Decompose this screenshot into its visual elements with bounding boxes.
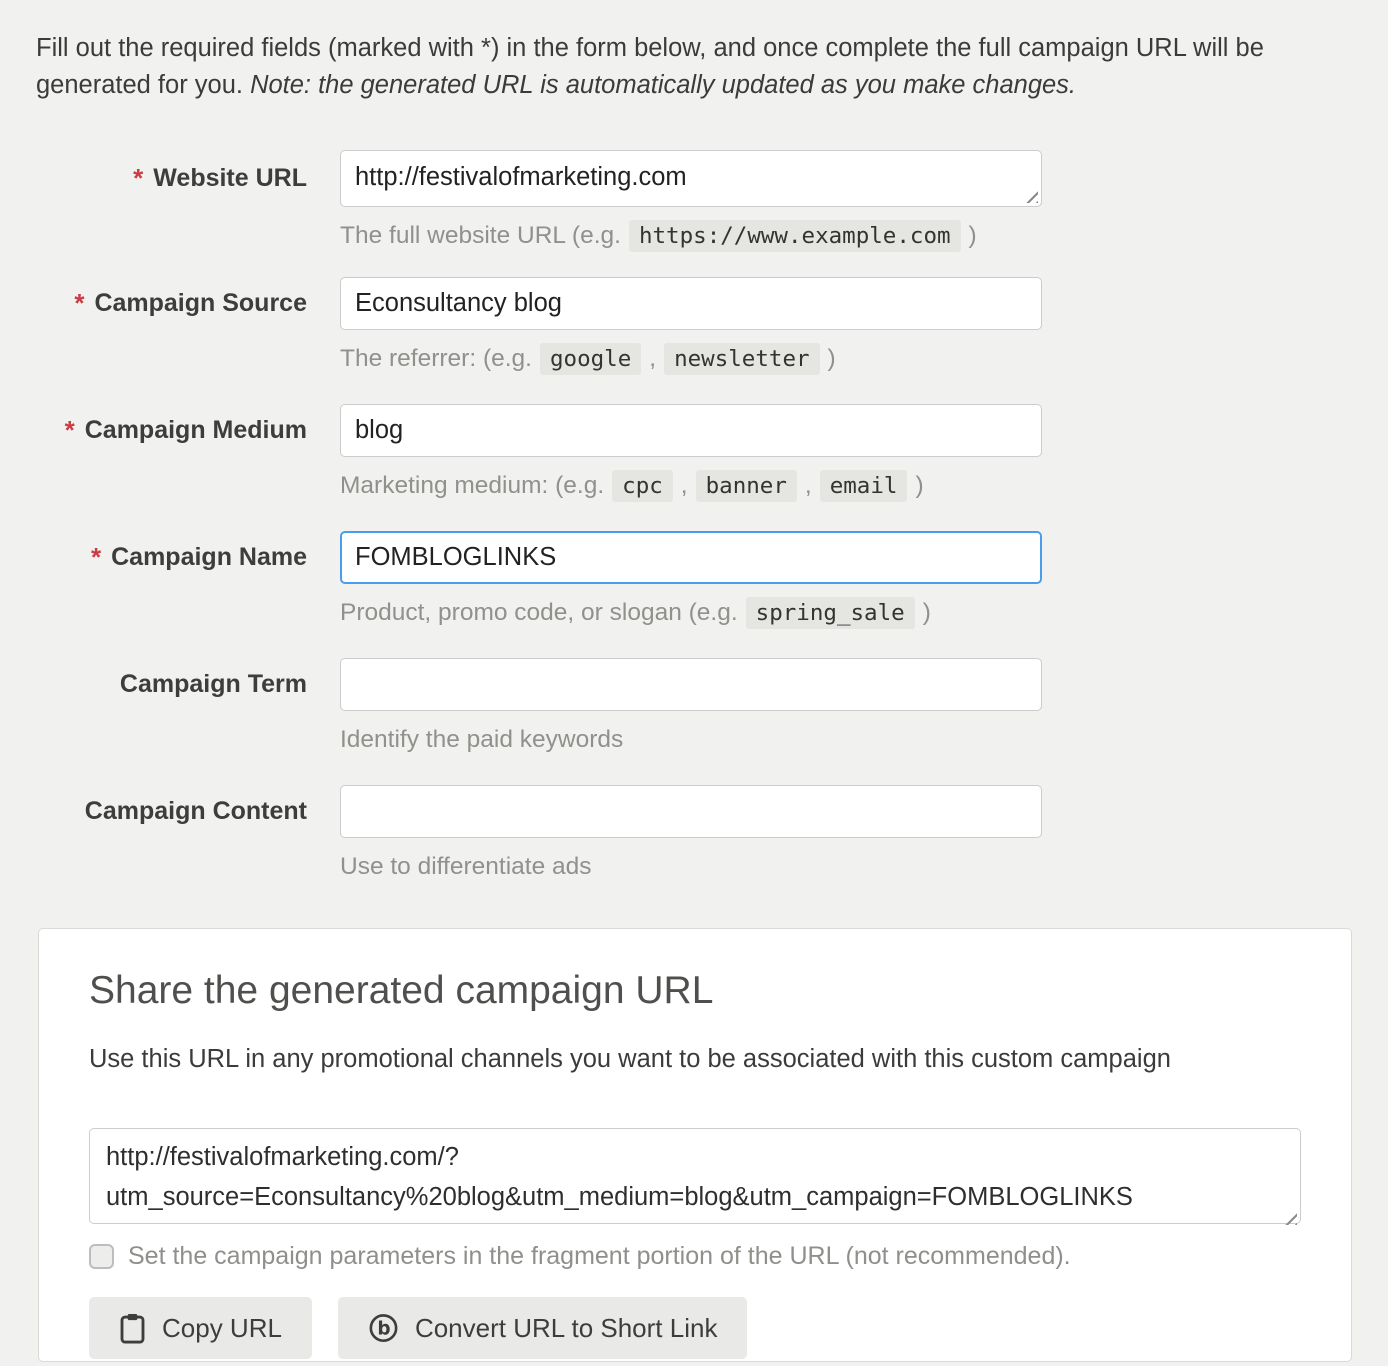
bitly-icon bbox=[368, 1313, 399, 1344]
campaign-medium-help bbox=[340, 471, 1042, 501]
campaign-medium-input-cell bbox=[340, 404, 1042, 501]
campaign-term-label: Campaign Term bbox=[119, 670, 307, 698]
copy-url-label: Copy URL bbox=[162, 1312, 282, 1343]
campaign-source-help bbox=[340, 344, 1042, 374]
campaign-medium-row bbox=[0, 404, 1388, 501]
convert-short-link-label: Convert URL to Short Link bbox=[414, 1312, 718, 1343]
website-url-label: Website URL bbox=[153, 164, 307, 192]
fragment-option-row bbox=[89, 1241, 1301, 1271]
website-url-input-cell bbox=[340, 150, 1042, 251]
campaign-medium-label-cell bbox=[0, 404, 307, 457]
campaign-content-input[interactable] bbox=[340, 785, 1042, 838]
help-text: The referrer: (e.g. bbox=[340, 345, 532, 372]
campaign-content-row bbox=[0, 785, 1388, 882]
website-url-textarea-wrap bbox=[340, 150, 1042, 207]
campaign-name-label: Campaign Name bbox=[111, 543, 307, 571]
campaign-content-input-cell bbox=[340, 785, 1042, 882]
campaign-term-row bbox=[0, 658, 1388, 755]
help-text: Product, promo code, or slogan (e.g. bbox=[340, 599, 738, 626]
campaign-term-input[interactable] bbox=[340, 658, 1042, 711]
convert-short-link-button[interactable] bbox=[338, 1297, 748, 1359]
fragment-checkbox[interactable] bbox=[89, 1244, 114, 1269]
campaign-term-help bbox=[340, 725, 1042, 755]
code-pill: email bbox=[820, 470, 908, 502]
code-pill: google bbox=[540, 343, 641, 375]
help-text: , bbox=[804, 472, 812, 499]
campaign-medium-label: Campaign Medium bbox=[84, 416, 307, 444]
help-text: ) bbox=[915, 472, 924, 499]
share-card bbox=[38, 928, 1352, 1362]
campaign-name-input-cell bbox=[340, 531, 1042, 628]
campaign-source-row bbox=[0, 277, 1388, 374]
campaign-name-label-cell bbox=[0, 531, 307, 584]
website-url-label-cell bbox=[0, 150, 307, 207]
intro-text bbox=[36, 30, 1352, 104]
help-text: ) bbox=[827, 345, 836, 372]
code-pill: cpc bbox=[612, 470, 673, 502]
campaign-source-input-cell bbox=[340, 277, 1042, 374]
share-buttons bbox=[89, 1297, 1301, 1359]
required-asterisk: * bbox=[90, 542, 102, 572]
clipboard-icon bbox=[119, 1313, 146, 1344]
intro-note: Note: the generated URL is automatically updated as you make changes. bbox=[250, 71, 1077, 99]
help-text: , bbox=[680, 472, 688, 499]
help-text: ) bbox=[922, 599, 931, 626]
campaign-source-label-cell bbox=[0, 277, 307, 330]
campaign-url-form bbox=[0, 150, 1388, 882]
help-text: The full website URL (e.g. bbox=[340, 222, 621, 249]
campaign-content-help bbox=[340, 852, 1042, 882]
website-url-row bbox=[0, 150, 1388, 251]
campaign-term-input-cell bbox=[340, 658, 1042, 755]
code-pill: spring_sale bbox=[746, 597, 915, 629]
generated-url-textarea[interactable] bbox=[89, 1128, 1301, 1224]
campaign-term-label-cell bbox=[0, 658, 307, 711]
help-text: , bbox=[649, 345, 657, 372]
required-asterisk: * bbox=[74, 288, 85, 318]
code-pill: banner bbox=[696, 470, 797, 502]
code-pill: newsletter bbox=[664, 343, 819, 375]
share-description: Use this URL in any promotional channels you want to be associated with this custom campaign bbox=[89, 1045, 1171, 1074]
intro-main: Fill out the required fields (marked with *) in the form below, and once complete the full campaign URL will be generated for you. bbox=[36, 34, 1264, 99]
share-heading: Share the generated campaign URL bbox=[89, 969, 714, 1012]
copy-url-button[interactable] bbox=[89, 1297, 312, 1359]
generated-url-wrap bbox=[89, 1128, 1301, 1229]
campaign-content-label: Campaign Content bbox=[84, 797, 307, 825]
required-asterisk: * bbox=[64, 415, 75, 445]
campaign-content-label-cell bbox=[0, 785, 307, 838]
fragment-checkbox-label: Set the campaign parameters in the fragment portion of the URL (not recommended). bbox=[128, 1241, 1071, 1270]
campaign-name-help bbox=[340, 598, 1042, 628]
required-asterisk: * bbox=[133, 163, 144, 193]
help-text: Use to differentiate ads bbox=[340, 853, 592, 880]
campaign-name-input[interactable] bbox=[340, 531, 1042, 584]
campaign-medium-input[interactable] bbox=[340, 404, 1042, 457]
campaign-name-row bbox=[0, 531, 1388, 628]
website-url-help bbox=[340, 221, 1042, 251]
help-text: ) bbox=[968, 222, 977, 249]
campaign-source-input[interactable] bbox=[340, 277, 1042, 330]
svg-text:b: b bbox=[377, 1318, 391, 1340]
help-text: Identify the paid keywords bbox=[340, 726, 624, 753]
help-text: Marketing medium: (e.g. bbox=[340, 472, 605, 499]
code-pill: https://www.example.com bbox=[629, 220, 961, 252]
website-url-input[interactable] bbox=[340, 150, 1042, 207]
campaign-source-label: Campaign Source bbox=[94, 289, 307, 317]
